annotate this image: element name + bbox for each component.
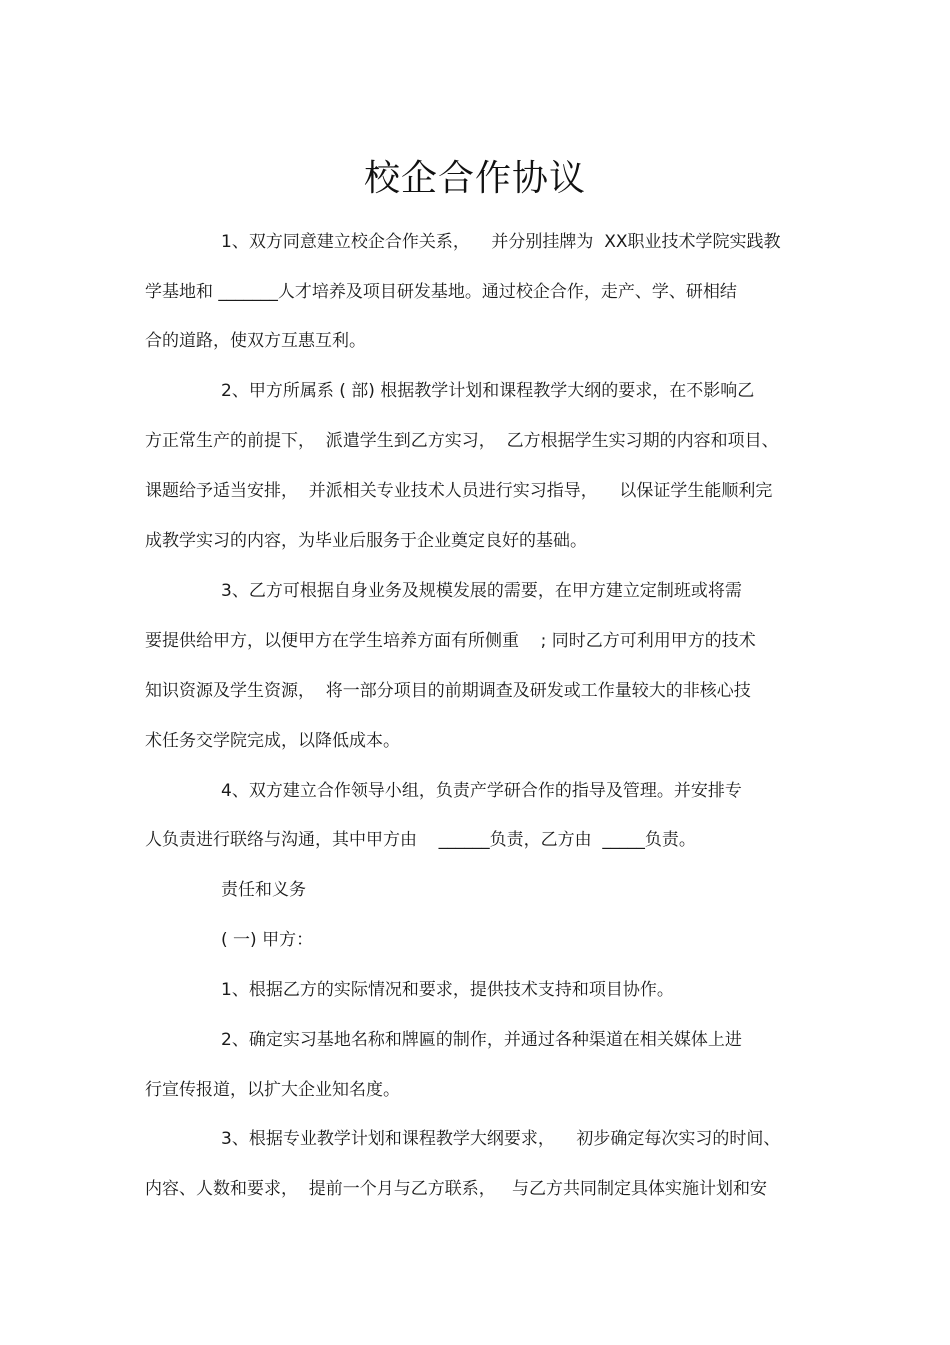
paragraph-line: 2、确定实习基地名称和牌匾的制作，并通过各种渠道在相关媒体上进 [221, 1030, 742, 1050]
paragraph-line: 1、双方同意建立校企合作关系， 并分别挂牌为 XX职业技术学院实践教 [221, 232, 781, 252]
paragraph-line: 人负责进行联络与沟通，其中甲方由 ______负责，乙方由 _____负责。 [145, 830, 696, 850]
paragraph-line: 成教学实习的内容，为毕业后服务于企业奠定良好的基础。 [145, 531, 587, 551]
paragraph-line: 内容、人数和要求， 提前一个月与乙方联系， 与乙方共同制定具体实施计划和安 [145, 1179, 768, 1199]
paragraph-line: 知识资源及学生资源， 将一部分项目的前期调查及研发或工作量较大的非核心技 [145, 681, 751, 701]
paragraph-line: 2、甲方所属系 ( 部) 根据教学计划和课程教学大纲的要求，在不影响乙 [221, 381, 755, 401]
paragraph-line: 方正常生产的前提下， 派遣学生到乙方实习， 乙方根据学生实习期的内容和项目、 [145, 431, 779, 451]
paragraph-line: 要提供给甲方，以便甲方在学生培养方面有所侧重 ; 同时乙方可利用甲方的技术 [145, 631, 756, 651]
paragraph-line: 3、根据专业教学计划和课程教学大纲要求， 初步确定每次实习的时间、 [221, 1129, 781, 1149]
paragraph-line: 术任务交学院完成，以降低成本。 [145, 731, 400, 751]
paragraph-line: 合的道路，使双方互惠互利。 [145, 331, 366, 351]
paragraph-line: 1、根据乙方的实际情况和要求，提供技术支持和项目协作。 [221, 980, 674, 1000]
document-title: 校企合作协议 [363, 158, 586, 199]
paragraph-line: 学基地和 _______人才培养及项目研发基地。通过校企合作，走产、学、研相结 [145, 282, 737, 302]
paragraph-line: 3、乙方可根据自身业务及规模发展的需要，在甲方建立定制班或将需 [221, 581, 742, 601]
paragraph-line: 课题给予适当安排， 并派相关专业技术人员进行实习指导， 以保证学生能顺利完 [145, 481, 773, 501]
subsection-heading: ( 一) 甲方： [221, 930, 314, 950]
section-heading: 责任和义务 [221, 880, 306, 900]
paragraph-line: 4、双方建立合作领导小组，负责产学研合作的指导及管理。并安排专 [221, 781, 742, 801]
paragraph-line: 行宣传报道，以扩大企业知名度。 [145, 1080, 400, 1100]
